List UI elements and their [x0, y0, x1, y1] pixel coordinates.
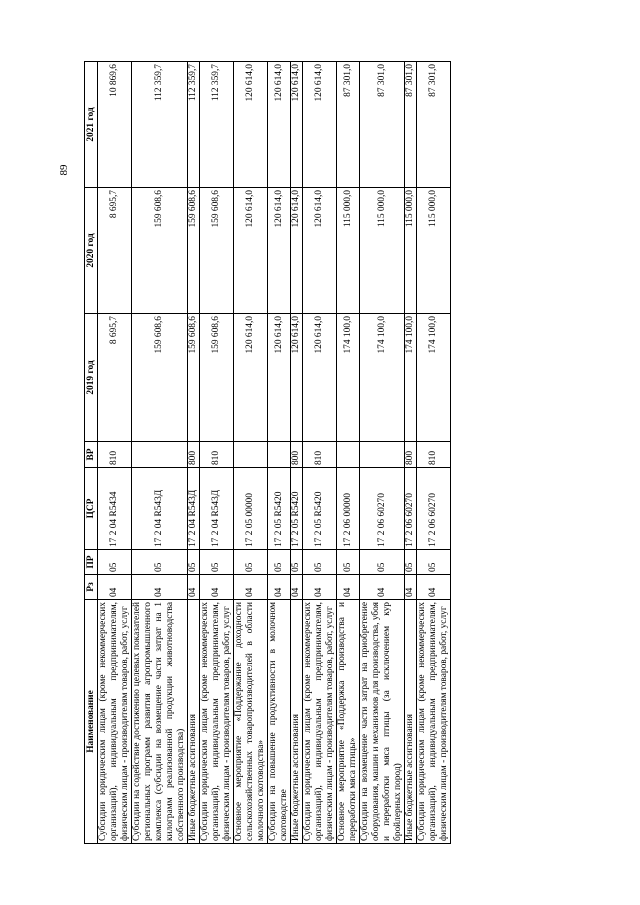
cell-rz: 04: [234, 575, 268, 600]
cell-csr: 17 2 06 60270: [405, 468, 417, 550]
cell-2020: 120 614,0: [291, 188, 303, 314]
cell-2020: 115 000,0: [337, 188, 360, 314]
cell-name: Основное мероприятие «Поддержка производства и переработки мяса птицы»: [337, 600, 360, 844]
table-body: [98, 62, 451, 844]
table-row: [291, 62, 303, 844]
cell-pr: 05: [234, 550, 268, 575]
cell-2019: 120 614,0: [303, 314, 337, 442]
cell-name: Субсидии на возмещение части затрат на приобретение оборудования, машин и механизмов для производства, убоя и переработки мяса птицы (за исключением кур бройлерных пород): [360, 600, 405, 844]
cell-vr: 810: [200, 442, 234, 468]
cell-vr: 810: [98, 442, 132, 468]
cell-rz: 04: [200, 575, 234, 600]
cell-2021: 87 301,0: [337, 62, 360, 188]
cell-pr: 05: [200, 550, 234, 575]
cell-2021: 87 301,0: [405, 62, 417, 188]
table-row: [360, 62, 405, 844]
cell-vr: [132, 442, 188, 468]
cell-vr: [268, 442, 291, 468]
table-row: [303, 62, 337, 844]
cell-rz: 04: [303, 575, 337, 600]
table-header-row: [85, 62, 98, 844]
cell-2020: 120 614,0: [268, 188, 291, 314]
table-row: [200, 62, 234, 844]
cell-2019: 174 100,0: [360, 314, 405, 442]
cell-csr: 17 2 05 R5420: [268, 468, 291, 550]
cell-2020: 115 000,0: [417, 188, 451, 314]
cell-name: Основное мероприятие «Поддержание доходности сельскохозяйственных товаропроизводителей в области молочного скотоводства»: [234, 600, 268, 844]
cell-rz: 04: [268, 575, 291, 600]
table-row: [417, 62, 451, 844]
cell-vr: [360, 442, 405, 468]
cell-2021: 120 614,0: [291, 62, 303, 188]
cell-vr: 800: [291, 442, 303, 468]
page-number: 89: [58, 164, 70, 176]
cell-vr: [234, 442, 268, 468]
cell-name: Субсидии юридическим лицам (кроме некоммерческих организаций), индивидуальным предпринимателям, физическим лицам - производителям товаров, работ, услуг: [98, 600, 132, 844]
cell-vr: 800: [188, 442, 200, 468]
cell-name: Иные бюджетные ассигнования: [405, 600, 417, 844]
header-pr: ПР: [85, 550, 98, 575]
cell-2020: 159 608,6: [132, 188, 188, 314]
cell-2020: 159 608,6: [200, 188, 234, 314]
cell-pr: 05: [98, 550, 132, 575]
table-row: [405, 62, 417, 844]
cell-rz: 04: [98, 575, 132, 600]
cell-2019: 8 695,7: [98, 314, 132, 442]
cell-csr: 17 2 06 60270: [417, 468, 451, 550]
cell-name: Субсидии юридическим лицам (кроме некоммерческих организаций), индивидуальным предпринимателям, физическим лицам - производителям товаров, работ, услуг: [417, 600, 451, 844]
cell-csr: 17 2 04 R543Д: [200, 468, 234, 550]
cell-rz: 04: [417, 575, 451, 600]
cell-csr: 17 2 05 R5420: [291, 468, 303, 550]
cell-2019: 159 608,6: [188, 314, 200, 442]
cell-rz: 04: [291, 575, 303, 600]
cell-2020: 159 608,6: [188, 188, 200, 314]
cell-pr: 05: [405, 550, 417, 575]
budget-table: [84, 61, 451, 844]
cell-csr: 17 2 06 00000: [337, 468, 360, 550]
cell-name: Субсидии на содействие достижению целевых показателей региональных программ развития агропромышленного комплекса (субсидии на возмещение части затрат на 1 килограмм реализованной продукции животноводства собственного производства): [132, 600, 188, 844]
cell-name: Иные бюджетные ассигнования: [291, 600, 303, 844]
cell-rz: 04: [132, 575, 188, 600]
cell-name: Иные бюджетные ассигнования: [188, 600, 200, 844]
cell-2019: 174 100,0: [337, 314, 360, 442]
cell-pr: 05: [337, 550, 360, 575]
cell-2020: 115 000,0: [405, 188, 417, 314]
budget-table-frame: [84, 62, 449, 844]
cell-2020: 120 614,0: [234, 188, 268, 314]
cell-vr: 800: [405, 442, 417, 468]
cell-rz: 04: [360, 575, 405, 600]
cell-rz: 04: [405, 575, 417, 600]
cell-csr: 17 2 04 R5434: [98, 468, 132, 550]
header-2019: 2019 год: [85, 314, 98, 442]
header-name: Наименование: [85, 600, 98, 844]
header-2021: 2021 год: [85, 62, 98, 188]
cell-2021: 112 359,7: [132, 62, 188, 188]
cell-2019: 174 100,0: [405, 314, 417, 442]
table-row: [234, 62, 268, 844]
cell-vr: 810: [303, 442, 337, 468]
header-rz: Рз: [85, 575, 98, 600]
cell-2021: 112 359,7: [188, 62, 200, 188]
cell-2020: 8 695,7: [98, 188, 132, 314]
cell-2021: 112 359,7: [200, 62, 234, 188]
cell-2020: 115 000,0: [360, 188, 405, 314]
table-row: [337, 62, 360, 844]
cell-2020: 120 614,0: [303, 188, 337, 314]
cell-pr: 05: [188, 550, 200, 575]
cell-2021: 120 614,0: [268, 62, 291, 188]
table-row: [188, 62, 200, 844]
table-row: [132, 62, 188, 844]
cell-2019: 174 100,0: [417, 314, 451, 442]
table-row: [98, 62, 132, 844]
cell-csr: 17 2 05 R5420: [303, 468, 337, 550]
cell-2021: 87 301,0: [360, 62, 405, 188]
cell-name: Субсидии юридическим лицам (кроме некоммерческих организаций), индивидуальным предпринимателям, физическим лицам - производителям товаров, работ, услуг: [200, 600, 234, 844]
cell-pr: 05: [417, 550, 451, 575]
cell-pr: 05: [268, 550, 291, 575]
cell-name: Субсидии юридическим лицам (кроме некоммерческих организаций), индивидуальным предпринимателям, физическим лицам - производителям товаров, работ, услуг: [303, 600, 337, 844]
table-row: [268, 62, 291, 844]
cell-name: Субсидии на повышение продуктивности в молочном скотоводстве: [268, 600, 291, 844]
cell-2021: 10 869,6: [98, 62, 132, 188]
cell-2019: 120 614,0: [291, 314, 303, 442]
header-csr: ЦСР: [85, 468, 98, 550]
cell-2019: 120 614,0: [234, 314, 268, 442]
header-vr: ВР: [85, 442, 98, 468]
cell-pr: 05: [303, 550, 337, 575]
cell-rz: 04: [188, 575, 200, 600]
cell-2019: 159 608,6: [132, 314, 188, 442]
cell-csr: 17 2 05 00000: [234, 468, 268, 550]
cell-2019: 120 614,0: [268, 314, 291, 442]
cell-csr: 17 2 04 R543Д: [188, 468, 200, 550]
header-2020: 2020 год: [85, 188, 98, 314]
cell-2021: 120 614,0: [234, 62, 268, 188]
cell-rz: 04: [337, 575, 360, 600]
cell-vr: 810: [417, 442, 451, 468]
cell-2021: 120 614,0: [303, 62, 337, 188]
cell-pr: 05: [291, 550, 303, 575]
cell-2021: 87 301,0: [417, 62, 451, 188]
cell-csr: 17 2 06 60270: [360, 468, 405, 550]
rotated-table-wrapper: [84, 62, 449, 844]
cell-pr: 05: [132, 550, 188, 575]
cell-vr: [337, 442, 360, 468]
cell-pr: 05: [360, 550, 405, 575]
cell-2019: 159 608,6: [200, 314, 234, 442]
cell-csr: 17 2 04 R543Д: [132, 468, 188, 550]
